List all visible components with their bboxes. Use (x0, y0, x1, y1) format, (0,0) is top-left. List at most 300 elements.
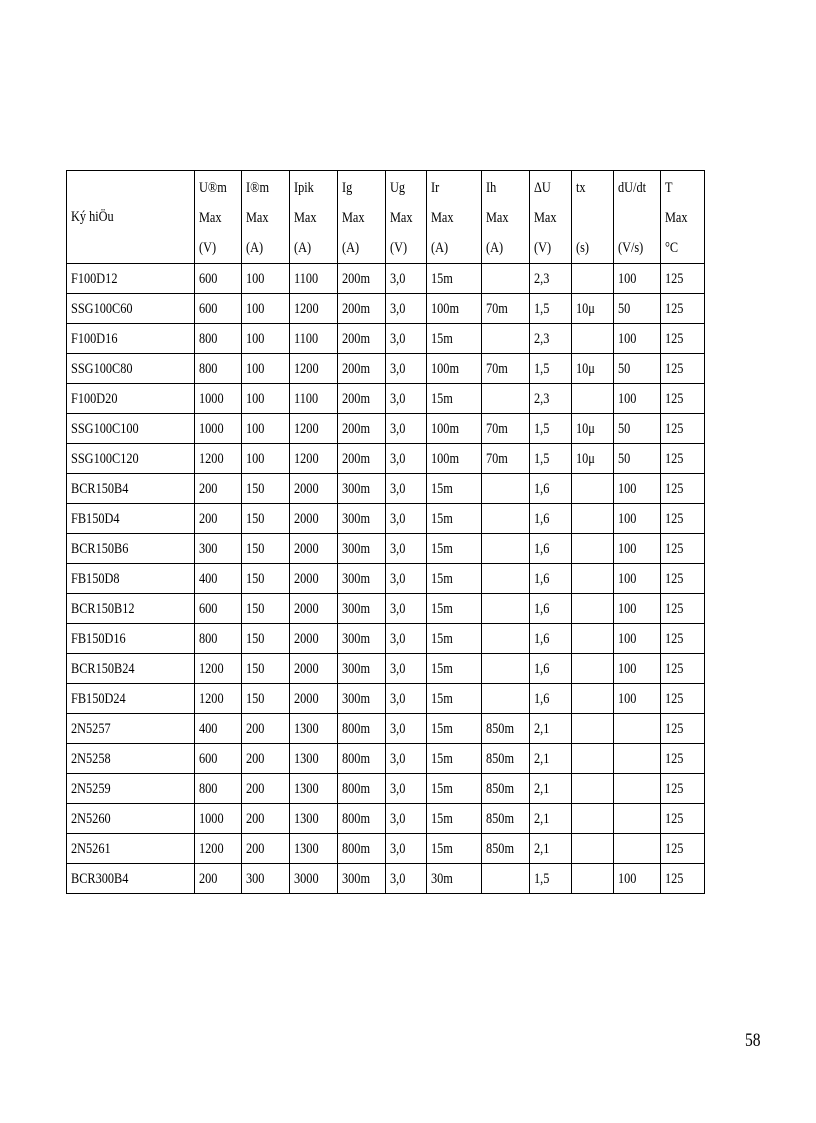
table-cell (572, 774, 614, 804)
device-code-cell: BCR150B24 (67, 654, 195, 684)
table-cell (572, 384, 614, 414)
table-row (67, 444, 705, 474)
table-cell: 150 (242, 684, 290, 714)
table-cell (482, 264, 530, 294)
table-cell: 850m (482, 804, 530, 834)
table-cell: 125 (661, 534, 705, 564)
column-header (482, 171, 530, 264)
table-cell: 800 (195, 324, 242, 354)
table-cell: 800m (338, 834, 386, 864)
table-cell: 1100 (290, 384, 338, 414)
device-code-cell: 2N5261 (67, 834, 195, 864)
table-cell: 600 (195, 594, 242, 624)
table-cell: 1,6 (530, 534, 572, 564)
table-cell: 100m (427, 444, 482, 474)
table-cell (482, 534, 530, 564)
table-cell (482, 624, 530, 654)
table-cell (482, 864, 530, 894)
table-cell: 1300 (290, 834, 338, 864)
table-cell (572, 864, 614, 894)
table-cell: 1300 (290, 774, 338, 804)
table-cell: 300m (338, 864, 386, 894)
device-code-cell: FB150D4 (67, 504, 195, 534)
table-cell: 70m (482, 294, 530, 324)
table-cell: 70m (482, 444, 530, 474)
table-cell: 3,0 (386, 594, 427, 624)
table-cell: 1,5 (530, 354, 572, 384)
table-cell: 2000 (290, 684, 338, 714)
column-header-line: Ih (486, 180, 497, 196)
table-row (67, 294, 705, 324)
table-cell: 100m (427, 294, 482, 324)
table-cell: 150 (242, 474, 290, 504)
table-cell: 2000 (290, 564, 338, 594)
column-header-line: Max (342, 210, 365, 226)
table-cell: 100 (242, 264, 290, 294)
table-cell: 3,0 (386, 864, 427, 894)
column-header (242, 171, 290, 264)
table-row (67, 354, 705, 384)
table-cell: 200 (242, 744, 290, 774)
table-cell (572, 654, 614, 684)
table-cell: 200m (338, 324, 386, 354)
table-cell: 1300 (290, 804, 338, 834)
table-cell (572, 714, 614, 744)
column-header-line: °C (665, 240, 679, 256)
table-row (67, 384, 705, 414)
table-cell: 100 (614, 384, 661, 414)
table-cell (482, 654, 530, 684)
table-cell (572, 534, 614, 564)
table-row (67, 594, 705, 624)
table-cell: 200 (242, 804, 290, 834)
column-header (572, 171, 614, 264)
table-row (67, 864, 705, 894)
device-code-cell: BCR150B4 (67, 474, 195, 504)
device-code-cell: BCR150B12 (67, 594, 195, 624)
table-cell: 1,6 (530, 684, 572, 714)
column-header-line: (A) (294, 240, 312, 256)
table-cell: 3,0 (386, 774, 427, 804)
table-cell: 200m (338, 354, 386, 384)
table-cell: 300m (338, 654, 386, 684)
table-cell: 2,3 (530, 384, 572, 414)
table-cell: 100 (614, 594, 661, 624)
table-cell: 100 (242, 414, 290, 444)
table-cell: 1200 (195, 684, 242, 714)
table-cell: 125 (661, 564, 705, 594)
table-cell: 1,6 (530, 504, 572, 534)
column-header-line: Ig (342, 180, 353, 196)
table-cell: 1300 (290, 714, 338, 744)
table-cell (572, 684, 614, 714)
table-cell: 600 (195, 294, 242, 324)
device-code-cell: 2N5257 (67, 714, 195, 744)
table-cell (482, 564, 530, 594)
table-header-row (67, 171, 705, 264)
table-cell: 125 (661, 324, 705, 354)
table-row (67, 684, 705, 714)
table-cell: 125 (661, 594, 705, 624)
device-code-cell: F100D20 (67, 384, 195, 414)
column-header-line: (V/s) (618, 240, 644, 256)
table-cell: 300m (338, 624, 386, 654)
column-header (661, 171, 705, 264)
table-cell: 15m (427, 264, 482, 294)
table-row (67, 654, 705, 684)
table-cell: 3,0 (386, 624, 427, 654)
table-cell: 3,0 (386, 384, 427, 414)
table-cell: 1,5 (530, 294, 572, 324)
table-cell: 15m (427, 744, 482, 774)
table-cell: 3,0 (386, 294, 427, 324)
table-cell: 50 (614, 294, 661, 324)
table-cell: 30m (427, 864, 482, 894)
column-header-line: (V) (390, 240, 408, 256)
table-cell: 1,6 (530, 594, 572, 624)
table-cell: 50 (614, 354, 661, 384)
device-code-cell: FB150D16 (67, 624, 195, 654)
table-cell: 200m (338, 264, 386, 294)
table-cell (572, 474, 614, 504)
table-row (67, 774, 705, 804)
table-cell: 100 (614, 324, 661, 354)
table-cell: 1,5 (530, 414, 572, 444)
table-cell (482, 324, 530, 354)
table-cell (614, 804, 661, 834)
table-cell: 300m (338, 594, 386, 624)
table-cell: 15m (427, 384, 482, 414)
column-header-line: Max (199, 210, 222, 226)
table-cell: 10μ (572, 414, 614, 444)
column-header-line: (V) (534, 240, 552, 256)
table-cell: 1,6 (530, 474, 572, 504)
table-cell: 300m (338, 564, 386, 594)
table-cell (572, 624, 614, 654)
table-cell: 1000 (195, 384, 242, 414)
table-cell: 125 (661, 384, 705, 414)
table-cell: 3,0 (386, 354, 427, 384)
table-cell: 150 (242, 534, 290, 564)
table-cell: 1100 (290, 324, 338, 354)
table-cell: 200m (338, 414, 386, 444)
device-code-cell: FB150D8 (67, 564, 195, 594)
thyristor-spec-table (66, 170, 705, 894)
device-code-cell: F100D16 (67, 324, 195, 354)
column-header-line: Max (534, 210, 557, 226)
table-cell (572, 594, 614, 624)
table-cell: 300m (338, 504, 386, 534)
table-cell: 2,1 (530, 774, 572, 804)
table-cell: 125 (661, 264, 705, 294)
table-cell (614, 744, 661, 774)
table-cell: 1,6 (530, 564, 572, 594)
device-code-cell: SSG100C60 (67, 294, 195, 324)
column-header-line: (A) (342, 240, 360, 256)
table-cell: 100 (242, 444, 290, 474)
device-code-cell: FB150D24 (67, 684, 195, 714)
table-cell: 3,0 (386, 444, 427, 474)
device-code-cell: 2N5258 (67, 744, 195, 774)
device-code-cell: 2N5259 (67, 774, 195, 804)
table-cell: 100 (614, 534, 661, 564)
table-cell: 800 (195, 624, 242, 654)
table-cell: 125 (661, 414, 705, 444)
table-row (67, 564, 705, 594)
table-cell: 1200 (195, 444, 242, 474)
table-cell: 50 (614, 414, 661, 444)
table-cell: 100 (614, 264, 661, 294)
table-cell: 100m (427, 414, 482, 444)
device-code-cell: 2N5260 (67, 804, 195, 834)
table-cell: 200 (195, 474, 242, 504)
table-row (67, 504, 705, 534)
column-header-line: Max (665, 210, 688, 226)
column-header (195, 171, 242, 264)
table-cell: 100 (614, 624, 661, 654)
table-row (67, 624, 705, 654)
table-cell: 850m (482, 834, 530, 864)
table-row (67, 834, 705, 864)
column-header-line: Ir (431, 180, 440, 196)
device-code-cell: SSG100C100 (67, 414, 195, 444)
table-cell: 1000 (195, 804, 242, 834)
table-cell: 800m (338, 714, 386, 744)
table-cell: 100 (614, 864, 661, 894)
table-body (67, 264, 705, 894)
column-header-line: Max (294, 210, 317, 226)
table-cell: 125 (661, 714, 705, 744)
table-cell (572, 834, 614, 864)
table-cell: 100 (614, 564, 661, 594)
table-cell: 100 (614, 504, 661, 534)
table-cell: 850m (482, 714, 530, 744)
table-cell (572, 564, 614, 594)
column-header (290, 171, 338, 264)
column-header (386, 171, 427, 264)
table-cell: 1100 (290, 264, 338, 294)
table-cell: 15m (427, 714, 482, 744)
table-row (67, 414, 705, 444)
table-cell: 125 (661, 624, 705, 654)
table-cell: 850m (482, 774, 530, 804)
table-cell: 3,0 (386, 324, 427, 354)
table-cell: 2000 (290, 654, 338, 684)
table-cell: 100 (242, 324, 290, 354)
table-cell: 3,0 (386, 414, 427, 444)
table-cell: 3,0 (386, 264, 427, 294)
table-cell: 100 (242, 354, 290, 384)
table-cell: 400 (195, 714, 242, 744)
table-row (67, 534, 705, 564)
table-cell: 2000 (290, 534, 338, 564)
table-cell (482, 384, 530, 414)
device-code-cell: BCR150B6 (67, 534, 195, 564)
table-cell: 3,0 (386, 744, 427, 774)
column-header (614, 171, 661, 264)
table-cell: 15m (427, 834, 482, 864)
table-cell: 1200 (195, 654, 242, 684)
table-cell (572, 264, 614, 294)
page-number: 58 (745, 1030, 761, 1051)
table-cell: 70m (482, 354, 530, 384)
table-cell: 2,1 (530, 714, 572, 744)
table-cell: 2000 (290, 474, 338, 504)
table-cell: 150 (242, 504, 290, 534)
table-cell: 800m (338, 804, 386, 834)
table-cell: 2000 (290, 504, 338, 534)
table-cell: 800m (338, 774, 386, 804)
table-cell: 150 (242, 594, 290, 624)
column-header-line: Ký hiÖu (71, 209, 114, 225)
table-cell: 150 (242, 654, 290, 684)
table-cell: 3,0 (386, 834, 427, 864)
table-cell: 200 (195, 864, 242, 894)
column-header-line: Max (390, 210, 413, 226)
table-cell: 100 (614, 654, 661, 684)
table-cell: 125 (661, 654, 705, 684)
table-row (67, 264, 705, 294)
table-cell: 200 (242, 714, 290, 744)
table-cell: 3,0 (386, 714, 427, 744)
column-header-line: Max (246, 210, 269, 226)
table-cell: 10μ (572, 294, 614, 324)
table-cell: 125 (661, 684, 705, 714)
table-cell: 15m (427, 564, 482, 594)
table-cell (482, 504, 530, 534)
table-cell (482, 684, 530, 714)
table-cell: 1,5 (530, 864, 572, 894)
column-header-line: (A) (431, 240, 449, 256)
table-cell: 200m (338, 384, 386, 414)
table-cell: 1200 (290, 354, 338, 384)
table-cell: 2000 (290, 594, 338, 624)
table-cell: 1,5 (530, 444, 572, 474)
table-cell (572, 804, 614, 834)
table-cell: 1200 (195, 834, 242, 864)
table-cell: 2,3 (530, 264, 572, 294)
table-cell: 50 (614, 444, 661, 474)
column-header (67, 171, 195, 264)
device-code-cell: SSG100C80 (67, 354, 195, 384)
column-header-line: tx (576, 180, 586, 196)
column-header-line (576, 203, 609, 233)
table-cell: 125 (661, 864, 705, 894)
column-header-line: (A) (246, 240, 264, 256)
table-cell: 100 (614, 684, 661, 714)
table-cell: 1,6 (530, 654, 572, 684)
table-cell: 3,0 (386, 474, 427, 504)
table-cell: 800 (195, 354, 242, 384)
table-cell (482, 474, 530, 504)
table-cell: 125 (661, 474, 705, 504)
table-cell: 2,3 (530, 324, 572, 354)
table-cell: 15m (427, 654, 482, 684)
table-cell: 300 (242, 864, 290, 894)
table-cell: 300m (338, 684, 386, 714)
table-cell: 100 (242, 294, 290, 324)
table-cell: 850m (482, 744, 530, 774)
table-cell: 1200 (290, 414, 338, 444)
device-code-cell: SSG100C120 (67, 444, 195, 474)
table-cell: 15m (427, 324, 482, 354)
table-cell: 15m (427, 804, 482, 834)
table-cell: 15m (427, 594, 482, 624)
table-cell: 150 (242, 564, 290, 594)
column-header (427, 171, 482, 264)
table-cell: 2000 (290, 624, 338, 654)
column-header-line (618, 203, 656, 233)
table-cell: 600 (195, 744, 242, 774)
table-cell: 600 (195, 264, 242, 294)
table-row (67, 804, 705, 834)
table-cell: 3,0 (386, 534, 427, 564)
device-code-cell: BCR300B4 (67, 864, 195, 894)
column-header-line: (A) (486, 240, 504, 256)
table-cell: 125 (661, 834, 705, 864)
table-cell: 150 (242, 624, 290, 654)
table-cell: 100 (242, 384, 290, 414)
table-cell: 1000 (195, 414, 242, 444)
table-cell: 15m (427, 624, 482, 654)
table-cell: 100m (427, 354, 482, 384)
table-cell: 3,0 (386, 804, 427, 834)
column-header (530, 171, 572, 264)
column-header-line: Max (431, 210, 454, 226)
table-cell: 10μ (572, 354, 614, 384)
table-cell: 3000 (290, 864, 338, 894)
table-cell (614, 834, 661, 864)
column-header-line: ΔU (534, 180, 551, 196)
table-cell: 800 (195, 774, 242, 804)
column-header-line: dU/dt (618, 180, 647, 196)
column-header-line: T (665, 180, 673, 196)
table-cell: 300m (338, 474, 386, 504)
column-header-line: Max (486, 210, 509, 226)
table-cell: 800m (338, 744, 386, 774)
table-cell: 1300 (290, 744, 338, 774)
table-cell: 125 (661, 744, 705, 774)
table-cell: 1200 (290, 444, 338, 474)
table-row (67, 324, 705, 354)
column-header-line: Ipik (294, 180, 314, 196)
table-cell: 15m (427, 534, 482, 564)
table-cell: 15m (427, 504, 482, 534)
table-cell: 1,6 (530, 624, 572, 654)
table-cell: 200 (195, 504, 242, 534)
table-cell: 300 (195, 534, 242, 564)
table-cell: 200 (242, 774, 290, 804)
column-header-line: (V) (199, 240, 217, 256)
table-cell (614, 774, 661, 804)
table-cell: 3,0 (386, 654, 427, 684)
table-cell: 125 (661, 444, 705, 474)
table-cell: 300m (338, 534, 386, 564)
column-header-line: (s) (576, 240, 589, 256)
device-code-cell: F100D12 (67, 264, 195, 294)
table-cell: 200m (338, 444, 386, 474)
table-row (67, 714, 705, 744)
table-row (67, 744, 705, 774)
table-cell: 2,1 (530, 744, 572, 774)
table-cell: 2,1 (530, 834, 572, 864)
table-cell: 1200 (290, 294, 338, 324)
column-header-line: U®m (199, 180, 227, 196)
table-cell (572, 324, 614, 354)
table-cell: 2,1 (530, 804, 572, 834)
table-cell: 10μ (572, 444, 614, 474)
table-cell: 125 (661, 774, 705, 804)
